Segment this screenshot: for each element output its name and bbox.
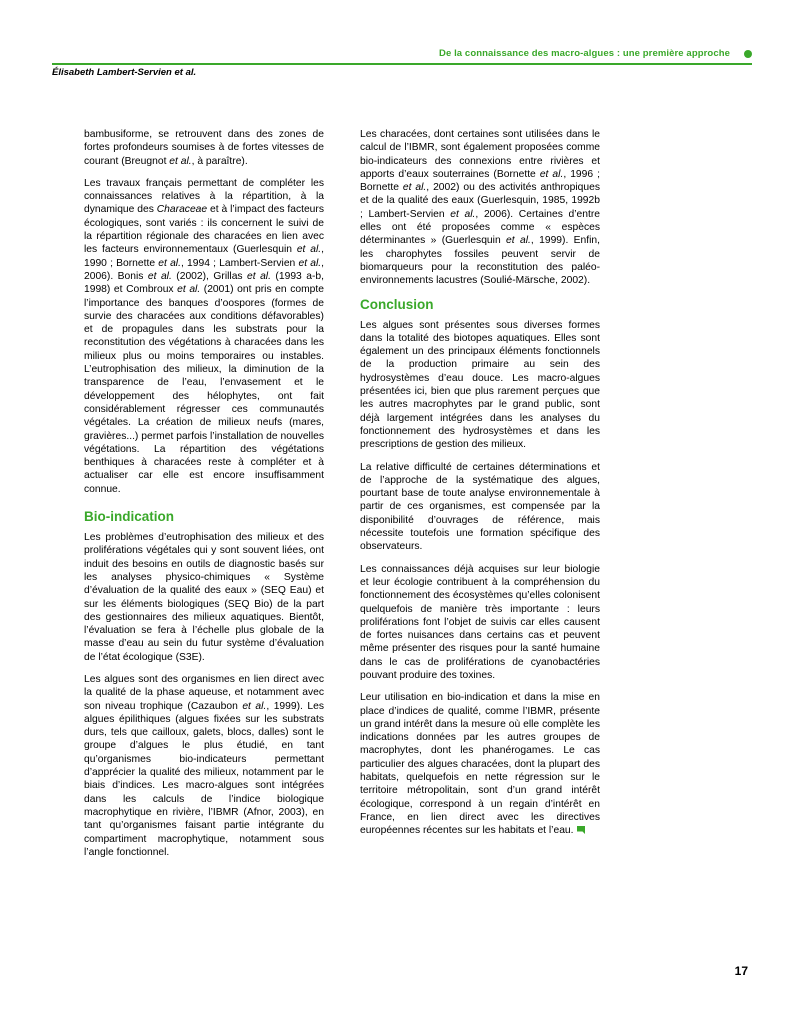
header-dot-icon [744, 50, 752, 58]
paragraph-last [360, 691, 600, 837]
page-number: 17 [734, 964, 748, 978]
paragraph-text: Leur utilisation en bio-indication et dans la mise en place d’indices de qualité, comme l’IBMR, présente un grand intérêt dans la mesure où elle complète les indications données par les autres groupes de macrophytes, dont les phanérogames. Le cas particulier des algues characées, dont la plupart des habitats, quelquefois en nette régression sur le territoire métropolitain, sont d’un grand intérêt écologique, correspond à un regain d’intérêt en France, en lien direct avec les directives européennes récentes sur les habitats et l’eau. [360, 692, 600, 837]
left-column [84, 128, 324, 868]
page-header [52, 48, 752, 88]
running-head: De la connaissance des macro-algues : une première approche [438, 48, 730, 59]
end-of-article-icon [577, 826, 585, 834]
paragraph: Les connaissances déjà acquises sur leur biologie et leur écologie contribuent à la compréhension du fonctionnement des écosystèmes qu’elles colonisent quelquefois de manière très importante : leurs proliférations font l’objet de suivis car elles causent de fortes nuisances dans certains cas et peuvent même présenter des risques pour la santé humaine dans le cas de proliférations de cyanobactéries pouvant produire des toxines. [360, 563, 600, 681]
paragraph: Les problèmes d’eutrophisation des milieux et des proliférations végétales qui y sont souvent liées, ont induit des besoins en outils de diagnostic basés sur les analyses physico-chimiques « Système d’évaluation de la qualité des eaux » (SEQ Eau) et sur les éléments biologiques (SEQ Bio) de la part des gestionnaires des milieux aquatiques. Bientôt, l’évaluation se fera à l’échelle plus globale de la masse d’eau au sein du futur système d’évaluation de l’état écologique (S3E). [84, 532, 324, 663]
paragraph: La relative difficulté de certaines déterminations et de l’approche de la systématique des algues, pourtant base de toute analyse environnementale à partir de ces organismes, est compensée par la disponibilité d’ouvrages de référence, mais nécessite toutefois une formation spécifique des observateurs. [360, 461, 600, 553]
section-heading-conclusion: Conclusion [360, 296, 434, 312]
paragraph: Les characées, dont certaines sont utilisées dans le calcul de l’IBMR, sont également proposées comme bio-indicateurs des connexions entre rivières et apports d’eaux souterraines (Bornette et al., 1996 ; Bornette et al., 2002) ou des activités anthropiques et de la qualité des eaux (Guerlesquin, 1985, 1992b ; Lambert-Servien et al., 2006). Certaines d’entre elles ont été proposées comme « espèces déterminantes » (Guerlesquin et al., 1999). Enfin, les charophytes fossiles peuvent servir de biomarqueurs pour la reconstitution des paléo-environnements lacustres (Soulié-Märsche, 2002). [360, 129, 601, 287]
paragraph: bambusiforme, se retrouvent dans des zones de fortes profondeurs soumises à de fortes vitesses de courant (Breugnot et al., à paraître). [84, 129, 324, 167]
section-heading-bio-indication: Bio-indication [84, 509, 174, 525]
paragraph: Les algues sont des organismes en lien direct avec la qualité de la phase aqueuse, et notamment avec son niveau trophique (Cazaubon et al., 1999). Les algues épilithiques (algues fixées sur les substrats durs, tels que cailloux, galets, blocs, dalles) sont le groupe d’algues le plus étudié, en tant qu’organismes bio-indicateurs permettant d’apprécier la qualité des milieux, notamment par le biais d’indices. Les macro-algues sont intégrées dans les calculs de l’indice biologique macrophytique en rivière, l’IBMR (Afnor, 2003), en tant qu’organismes faisant partie intégrante du compartiment macrophytique, notamment sous l’angle fonctionnel. [84, 673, 325, 858]
paragraph: Les algues sont présentes sous diverses formes dans la totalité des biotopes aquatiques. Elles sont également un des principaux éléments fonctionnels de la production primaire au sein des hydrosystèmes d’eau douce. Les macro-algues présentées ici, bien que plus rarement perçues que les autres macrophytes par le grand public, sont déjà largement intégrées dans les analyses du fonctionnement des hydrosystèmes et dans les prescriptions de gestion des milieux. [360, 319, 600, 451]
author-line: Élisabeth Lambert-Servien et al. [52, 67, 197, 78]
paragraph: Les travaux français permettant de compléter les connaissances relatives à la répartition, à la dynamique des Characeae et à l’impact des facteurs écologiques, sont variés : ils concernent le suivi de la répartition régionale des characées en lien avec les facteurs environnementaux (Guerlesquin et al., 1990 ; Bornette et al., 1994 ; Lambert-Servien et al., 2006). Bonis et al. (2002), Grillas et al. (1993 a-b, 1998) et Combroux et al. (2001) ont pris en compte l’importance des banques d’oospores (formes de survie des characées aux conditions défavorables) et de propagules dans les substrats pour la reconstitution des végétations à characées dans les milieux plus ou moins temporaires ou instables. L’eutrophisation des milieux, la diminution de la transparence de l’eau, l’envasement et le développement des hélophytes, ont fait considérablement régresser ces communautés végétales. La création de milieux neufs (mares, gravières...) permet parfois l’installation de nouvelles végétations. La répartition des végétations benthiques à characées reste à compléter et à actualiser car elle est encore insuffisamment connue. [84, 177, 325, 495]
header-rule [52, 63, 752, 65]
right-column [360, 128, 600, 847]
